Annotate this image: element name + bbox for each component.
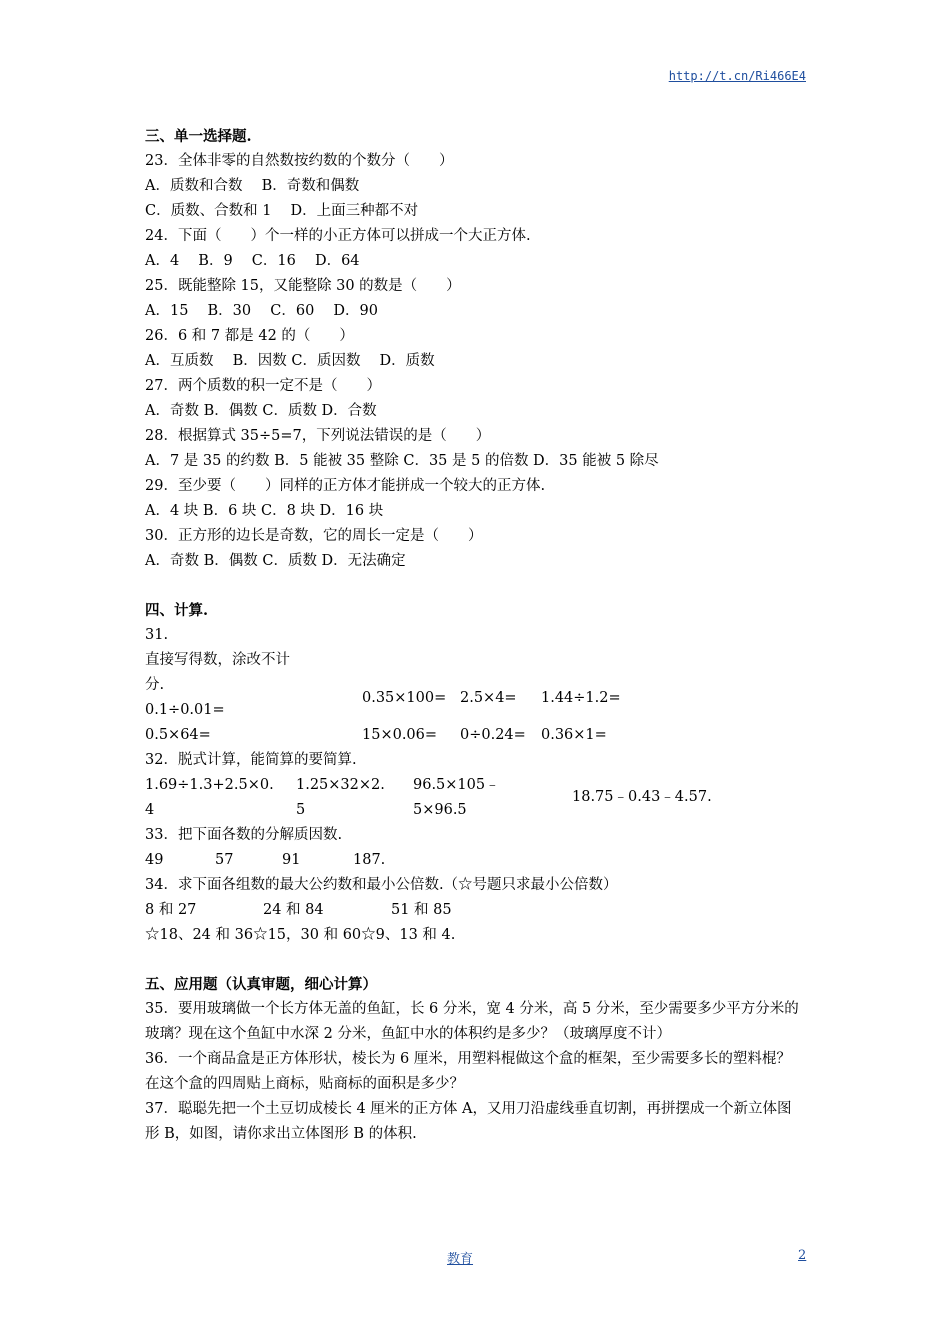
q26: 26．6 和 7 都是 42 的（ ） <box>145 328 354 344</box>
q33-numbers <box>145 848 805 873</box>
q30: 30．正方形的边长是奇数，它的周长一定是（ ） <box>145 528 483 544</box>
footer-label[interactable]: 教育 <box>447 1252 474 1267</box>
q34-pair: 24 和 84 <box>263 902 324 918</box>
q26-options: A．互质数 B．因数 C．质因数 D．质数 <box>145 353 435 369</box>
q23-options-ab: A．质数和合数 B．奇数和偶数 <box>145 178 360 194</box>
q32-expr-1a: 1.69÷1.3+2.5×0. <box>145 777 274 793</box>
q31-instruction-b: 分. <box>145 677 165 693</box>
q32-expr-2a: 1.25×32×2. <box>296 777 385 793</box>
q29-options: A．4 块 B．6 块 C．8 块 D．16 块 <box>145 503 384 519</box>
q31-item: 0.36×1= <box>541 727 607 743</box>
q27-options: A．奇数 B．偶数 C．质数 D．合数 <box>145 403 377 419</box>
q31-instruction-a: 直接写得数，涂改不计 <box>145 652 290 668</box>
q34-pair: 8 和 27 <box>145 902 197 918</box>
q32-expr-3a: 96.5×105﹣ <box>413 777 500 793</box>
q25: 25．既能整除 15，又能整除 30 的数是（ ） <box>145 278 461 294</box>
q31-item: 1.44÷1.2= <box>541 690 621 706</box>
q31-item: 0.35×100= <box>362 690 447 706</box>
q31-grid <box>145 648 805 748</box>
q32-expr-2b: 5 <box>296 802 306 818</box>
q34: 34．求下面各组数的最大公约数和最小公倍数.（☆号题只求最小公倍数） <box>145 877 618 893</box>
q33-number: 57 <box>215 852 234 868</box>
q32-expr-4: 18.75﹣0.43﹣4.57. <box>572 789 712 805</box>
q34-star-items: ☆18、24 和 36☆15，30 和 60☆9、13 和 4. <box>145 927 456 943</box>
q30-options: A．奇数 B．偶数 C．质数 D．无法确定 <box>145 553 406 569</box>
q34-pairs <box>145 898 805 923</box>
q24-options: A．4 B．9 C．16 D．64 <box>145 253 360 269</box>
q34-pair: 51 和 85 <box>391 902 452 918</box>
q33-number: 49 <box>145 852 164 868</box>
page-number: 2 <box>798 1248 807 1263</box>
q33: 33．把下面各数的分解质因数. <box>145 827 343 843</box>
q31-item: 0.5×64= <box>145 727 211 743</box>
q23-options-cd: C．质数、合数和 1 D．上面三种都不对 <box>145 203 419 219</box>
q37: 37．聪聪先把一个土豆切成棱长 4 厘米的正方体 A，又用刀沿虚线垂直切割，再拼摆成一个新立体图形 B，如图，请你求出立体图形 B 的体积. <box>145 1101 792 1142</box>
q27: 27．两个质数的积一定不是（ ） <box>145 378 381 394</box>
q33-number: 91 <box>282 852 301 868</box>
q31-item: 0÷0.24= <box>460 727 526 743</box>
q32-expr-1b: 4 <box>145 802 155 818</box>
q23: 23．全体非零的自然数按约数的个数分（ ） <box>145 153 454 169</box>
section-5-title: 五、应用题（认真审题，细心计算） <box>145 976 377 993</box>
q28-options: A．7 是 35 的约数 B．5 能被 35 整除 C．35 是 5 的倍数 D．35 能被 5 除尽 <box>145 453 659 469</box>
page-content <box>145 124 805 1147</box>
header-url-link[interactable]: http://t.cn/Ri466E4 <box>668 69 806 83</box>
section-3-title: 三、单一选择题. <box>145 128 252 145</box>
q35: 35．要用玻璃做一个长方体无盖的鱼缸，长 6 分米，宽 4 分米，高 5 分米，至少需要多少平方分米的玻璃？现在这个鱼缸中水深 2 分米，鱼缸中水的体积约是多少？（玻璃厚度不计） <box>145 1001 799 1042</box>
q32-grid <box>145 773 805 823</box>
q32-expr-3b: 5×96.5 <box>413 802 467 818</box>
q32: 32．脱式计算，能简算的要简算. <box>145 752 357 768</box>
q24: 24．下面（ ）个一样的小正方体可以拼成一个大正方体. <box>145 228 531 244</box>
q31-number: 31. <box>145 627 169 643</box>
q31-item: 15×0.06= <box>362 727 438 743</box>
q29: 29．至少要（ ）同样的正方体才能拼成一个较大的正方体. <box>145 478 546 494</box>
q36: 36．一个商品盒是正方体形状，棱长为 6 厘米，用塑料棍做这个盒的框架，至少需要多长的塑料棍？在这个盒的四周贴上商标，贴商标的面积是多少？ <box>145 1051 791 1092</box>
q31-item: 2.5×4= <box>460 690 517 706</box>
section-4-title: 四、计算. <box>145 602 209 619</box>
q33-number: 187. <box>353 852 386 868</box>
q31-item: 0.1÷0.01= <box>145 702 225 718</box>
q28: 28．根据算式 35÷5=7，下列说法错误的是（ ） <box>145 428 491 444</box>
q25-options: A．15 B．30 C．60 D．90 <box>145 303 378 319</box>
